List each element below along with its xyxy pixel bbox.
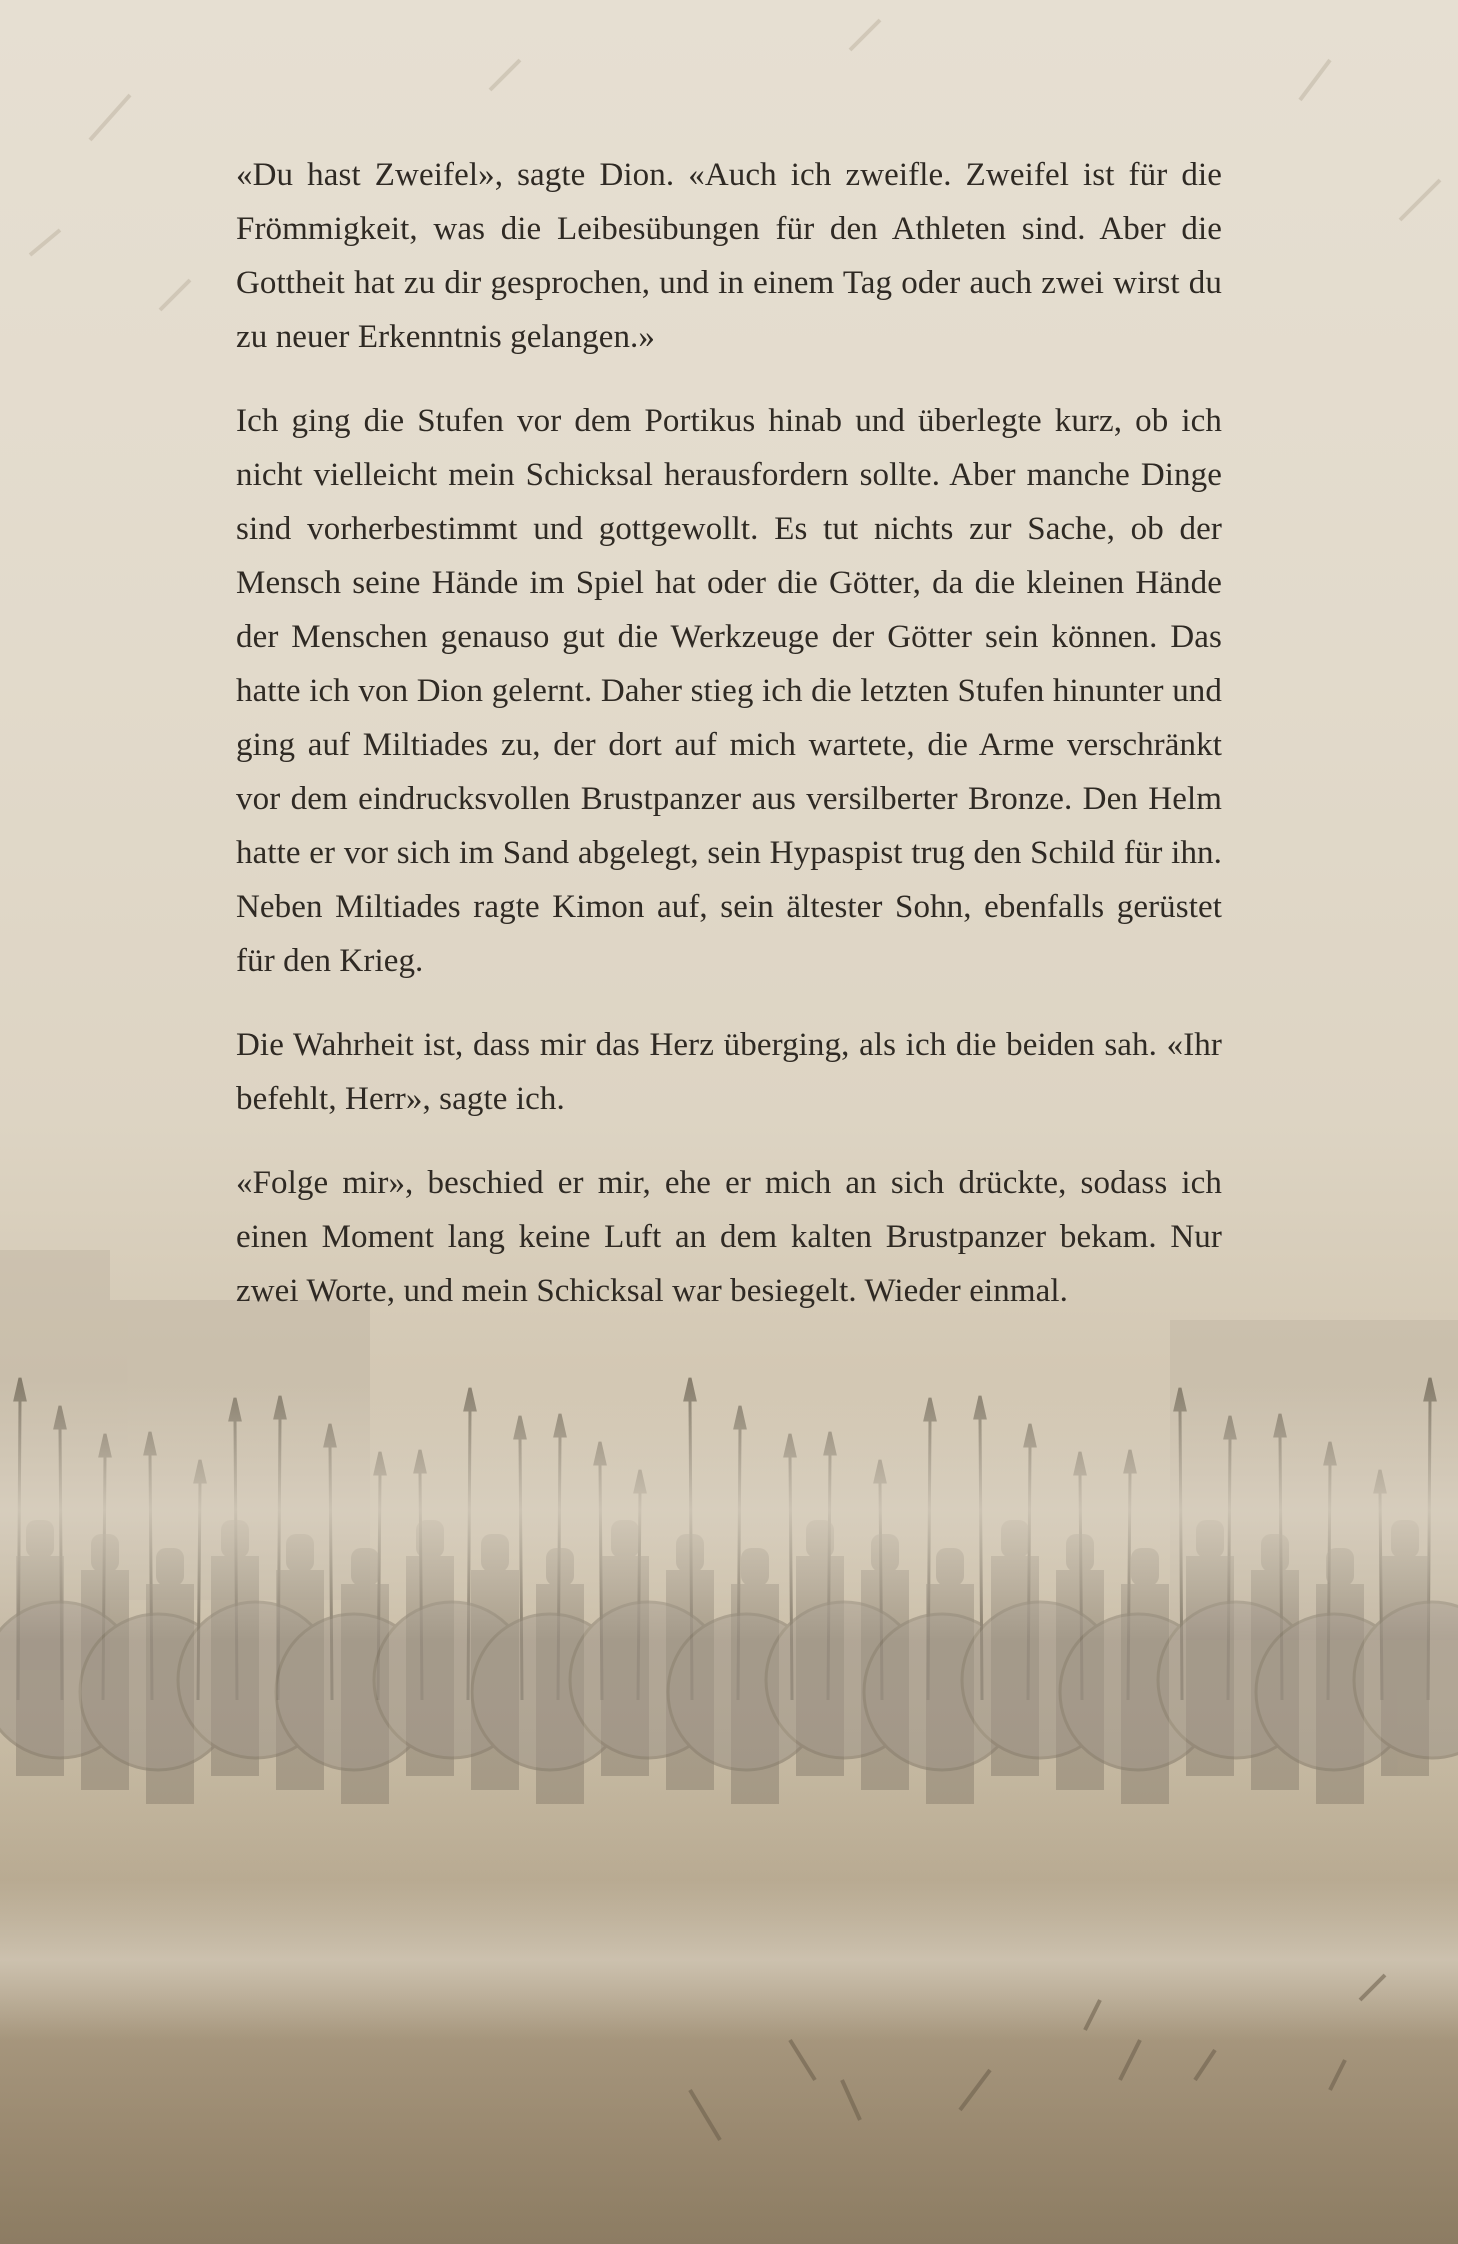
paragraph-4: «Folge mir», beschied er mir, ehe er mich an sich drückte, sodass ich einen Moment lang keine Luft an dem kalten Brustpanzer bekam. Nur zwei Worte, und mein Schicksal war besiegelt. Wieder einmal.: [236, 1165, 1222, 1309]
text-body: [236, 148, 1222, 1348]
streak: [1300, 60, 1330, 100]
paragraph-3: Die Wahrheit ist, dass mir das Herz überging, als ich die beiden sah. «Ihr befehlt, Herr», sagte ich.: [236, 1027, 1222, 1117]
streak: [490, 60, 520, 90]
paragraph-1: «Du hast Zweifel», sagte Dion. «Auch ich zweifle. Zweifel ist für die Frömmigkeit, was die Leibesübungen für den Athleten sind. Aber die Gottheit hat zu dir gesprochen, und in einem Tag oder auch zwei wirst du zu neuer Erkenntnis gelangen.»: [236, 157, 1222, 355]
streak: [160, 280, 190, 310]
streak: [30, 230, 60, 255]
streak: [850, 20, 880, 50]
streak: [90, 95, 130, 140]
streak: [1400, 180, 1440, 220]
paragraph-2: Ich ging die Stufen vor dem Portikus hinab und überlegte kurz, ob ich nicht vielleicht mein Schicksal herausfordern sollte. Aber manche Dinge sind vorherbestimmt und gottgewollt. Es tut nichts zur Sache, ob der Mensch seine Hände im Spiel hat oder die Götter, da die kleinen Hände der Menschen genauso gut die Werkzeuge der Götter sein können. Das hatte ich von Dion gelernt. Daher stieg ich die letzten Stufen hinunter und ging auf Miltiades zu, der dort auf mich wartete, die Arme verschränkt vor dem eindrucksvollen Brustpanzer aus versilberter Bronze. Den Helm hatte er vor sich im Sand abgelegt, sein Hypaspist trug den Schild für ihn. Neben Miltiades ragte Kimon auf, sein ältester Sohn, ebenfalls gerüstet für den Krieg.: [236, 403, 1222, 979]
